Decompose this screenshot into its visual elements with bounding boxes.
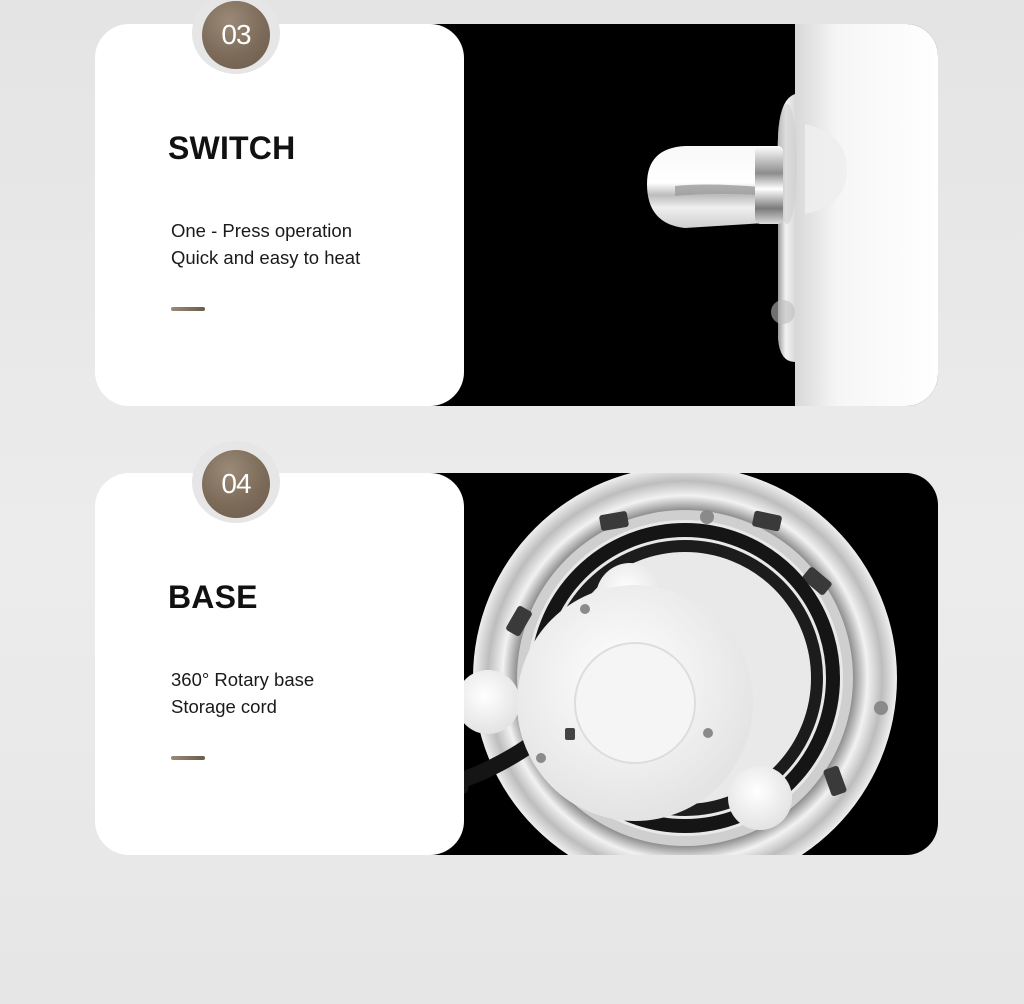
feature-description-line: One - Press operation [171,220,352,241]
feature-number-badge: 03 [202,1,270,69]
feature-description-line: 360° Rotary base [171,669,315,690]
feature-card [95,19,464,406]
feature-number-badge: 04 [202,450,270,518]
feature-description-line: Storage cord [171,696,277,717]
kettle-body [795,24,938,406]
base-photo [385,473,938,855]
feature-description-line: Quick and easy to heat [171,247,361,268]
feature-title: BASE [168,579,258,615]
accent-line [171,756,205,760]
feature-base [95,468,938,855]
accent-line [171,307,205,311]
feature-card [95,468,464,855]
rotary-base-image [385,473,938,855]
feature-switch [95,19,938,406]
feature-title: SWITCH [168,130,296,166]
switch-photo [385,24,938,406]
chrome-collar [755,146,783,224]
kettle-switch-image [385,24,938,406]
